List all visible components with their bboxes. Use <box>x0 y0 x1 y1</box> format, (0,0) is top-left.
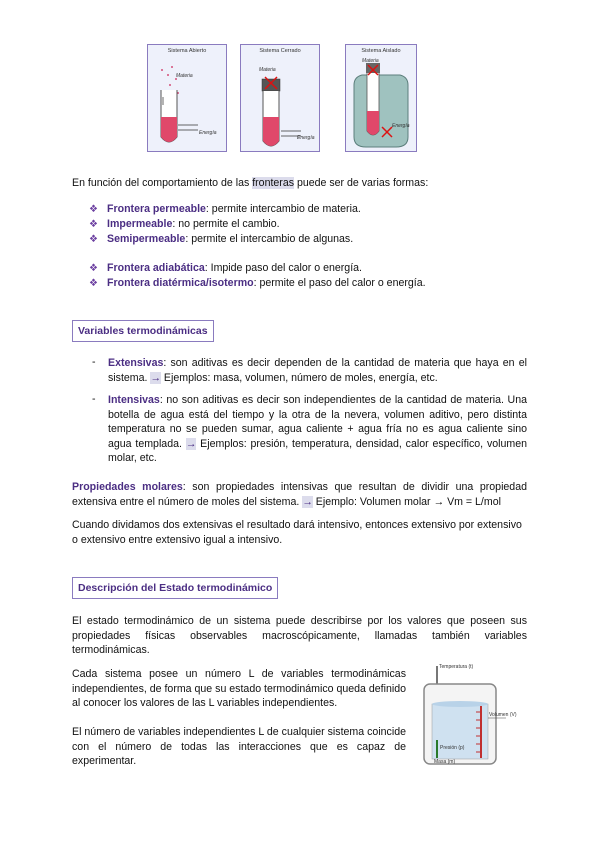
open-system-drawing <box>148 45 228 153</box>
estado-paragraph: El estado termodinámico de un sistema puede describirse por los valores que poseen sus propiedades físicas observables macroscópicamente, llamadas también variables termodinámicas. <box>72 615 527 656</box>
list-item: ❖ Frontera permeable: permite intercambio de materia. <box>89 202 361 217</box>
closed-matter-label: Materia <box>259 67 276 73</box>
extensivas-paragraph: Extensivas: son aditivas es decir dependen de la cantidad de materia que haya en el sistema. → Ejemplos: masa, volumen, número de moles, energía, etc. <box>108 357 527 384</box>
list-item: ❖ Impermeable: no permite el cambio. <box>89 217 361 232</box>
list-item: ❖ Frontera adiabática: Impide paso del calor o energía. <box>89 261 426 276</box>
arrow-icon: → <box>185 437 197 450</box>
open-matter-label: Materia <box>176 73 193 79</box>
cada-paragraph: Cada sistema posee un número L de variables termodinámicas independientes, de forma que su estado termodinámico queda definido al conocer los valores de las L variables independientes. <box>72 668 406 709</box>
intro-highlight: fronteras <box>252 177 295 189</box>
open-system-title: Sistema Abierto <box>167 48 207 54</box>
dash-marker: - <box>92 356 96 368</box>
division-paragraph: Cuando dividamos dos extensivas el resultado dará intensivo, entonces extensivo por extensivo o extensivo entre extensivo igual a intensivo. <box>72 519 522 546</box>
section-estado-heading: Descripción del Estado termodinámico <box>72 577 278 599</box>
intro-pre: En función del comportamiento de las <box>72 177 253 189</box>
temperature-label: Temperatura (t) <box>439 664 474 670</box>
list-item: ❖ Frontera diatérmica/isotermo: permite el paso del calor o energía. <box>89 276 426 291</box>
intro-text <box>72 177 428 189</box>
list-item: ❖ Semipermeable: permite el intercambio de algunas. <box>89 232 361 247</box>
isolated-energy-label: Energía <box>392 123 410 129</box>
closed-energy-label: Energía <box>297 135 315 141</box>
intro-post: puede ser de varias formas: <box>294 177 429 189</box>
open-energy-label: Energía <box>199 130 217 136</box>
section-variables-heading: Variables termodinámicas <box>72 320 214 342</box>
dash-marker: - <box>92 393 96 405</box>
pressure-label: Presión (p) <box>440 745 465 751</box>
volume-label: Volumen (V) <box>489 712 517 718</box>
boundary-list-a <box>89 202 361 247</box>
beaker-figure <box>410 662 530 772</box>
intensivas-paragraph: Intensivas: no son aditivas es decir son independientes de la cantidad de materia. Una botella de agua está del tiempo y la otra de la nevera, volumen aditivo, pero distinta temperatura no se pueden sumar, agua caliente + agua fría no es agua caliente sino agua templada. → Ejemplos: presión, temperatura, densidad, calor específico, volumen molar, etc. <box>108 394 527 464</box>
isolated-matter-label: Materia <box>362 58 379 64</box>
arrow-icon: → <box>302 495 313 508</box>
closed-system-figure <box>240 44 320 152</box>
mass-label: Masa (m) <box>434 759 456 765</box>
isolated-system-drawing <box>346 45 418 153</box>
closed-system-title: Sistema Cerrado <box>259 48 301 54</box>
open-system-figure <box>147 44 227 152</box>
numero-paragraph: El número de variables independientes L de cualquier sistema coincide con el número de todas las interacciones que es capaz de experimentar. <box>72 726 406 767</box>
molares-paragraph: Propiedades molares: son propiedades intensivas que resultan de dividir una propiedad extensiva entre el número de moles del sistema. → Ejemplo: Volumen molar → Vm = L/mol <box>72 481 527 508</box>
boundary-list-b <box>89 261 426 291</box>
arrow-icon: → <box>150 371 161 384</box>
isolated-system-figure <box>345 44 417 152</box>
isolated-system-title: Sistema Aislado <box>361 48 401 54</box>
